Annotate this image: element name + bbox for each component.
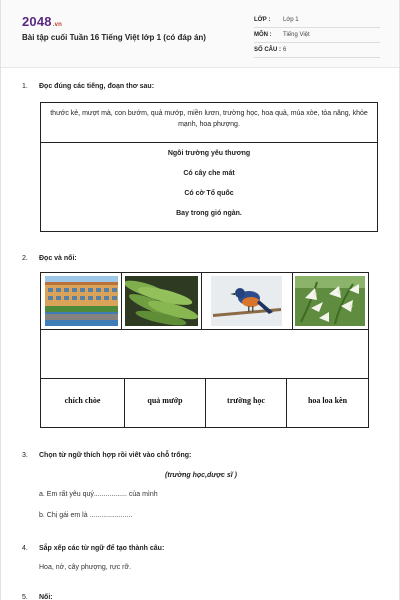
q2-number: 2.	[22, 255, 28, 262]
meta-count	[254, 43, 380, 58]
q3-line-a: a. Em rất yêu quý................. của mình	[39, 491, 158, 498]
q1-words: thước kẻ, mượt mà, con bướm, quả mướp, miền lươn, trường học, hoa quả, múa xòe, tỏa năng, khỏe mạnh, hoa phượng.	[50, 110, 368, 128]
magpie-robin-image	[211, 276, 282, 326]
logo-text: 2048	[22, 14, 52, 29]
matching-table	[40, 272, 369, 428]
q4-words: Hoa, nở, cây phượng, rực rỡ.	[39, 564, 132, 571]
q2-prompt: Đọc và nối:	[39, 255, 77, 262]
q3-number: 3.	[22, 452, 28, 459]
meta-subject	[254, 28, 380, 43]
document-title: Bài tập cuối Tuần 16 Tiếng Việt lớp 1 (có đáp án)	[22, 33, 206, 42]
meta-subject-label: MÔN :	[254, 32, 272, 38]
q1-number: 1.	[22, 83, 28, 90]
luffa-image	[125, 276, 198, 326]
meta-subject-value: Tiếng Việt	[283, 32, 310, 38]
match-word: hoa loa kèn	[307, 396, 348, 405]
meta-count-value: 6	[283, 47, 287, 53]
q3-word-bank: (trường học,dược sĩ )	[165, 472, 237, 479]
q3-line-b: b. Chị gái em là ......................	[39, 512, 133, 519]
q4-number: 4.	[22, 545, 28, 552]
meta-class-label: LỚP :	[254, 17, 271, 23]
school-image	[45, 276, 118, 326]
q3-prompt: Chọn từ ngữ thích hợp rồi viết vào chỗ trống:	[39, 452, 192, 459]
q5-prompt: Nối:	[39, 594, 53, 600]
poem-line: Có cây che mát	[183, 170, 235, 177]
meta-class-value: Lớp 1	[283, 17, 299, 23]
meta-count-label: SỐ CÂU :	[254, 47, 281, 53]
q1-prompt: Đọc đúng các tiếng, đoạn thơ sau:	[39, 83, 155, 90]
match-word: chích chòe	[64, 396, 101, 405]
match-word: quả mướp	[147, 396, 183, 405]
q5-number: 5.	[22, 594, 28, 600]
poem-line: Bay trong gió ngàn.	[176, 210, 242, 217]
meta-class	[254, 13, 380, 28]
match-word: trường học	[227, 396, 265, 405]
q1-poem-box	[40, 142, 378, 232]
logo-suffix: .vn	[52, 22, 63, 28]
poem-line: Có cờ Tổ quốc	[184, 190, 234, 197]
worksheet-header	[1, 0, 399, 68]
q1-words-box	[40, 102, 378, 143]
poem-line: Ngôi trường yêu thương	[167, 150, 251, 157]
q4-prompt: Sắp xếp các từ ngữ để tạo thành câu:	[39, 545, 165, 552]
site-logo[interactable]	[22, 14, 62, 29]
easter-lily-image	[295, 276, 365, 326]
